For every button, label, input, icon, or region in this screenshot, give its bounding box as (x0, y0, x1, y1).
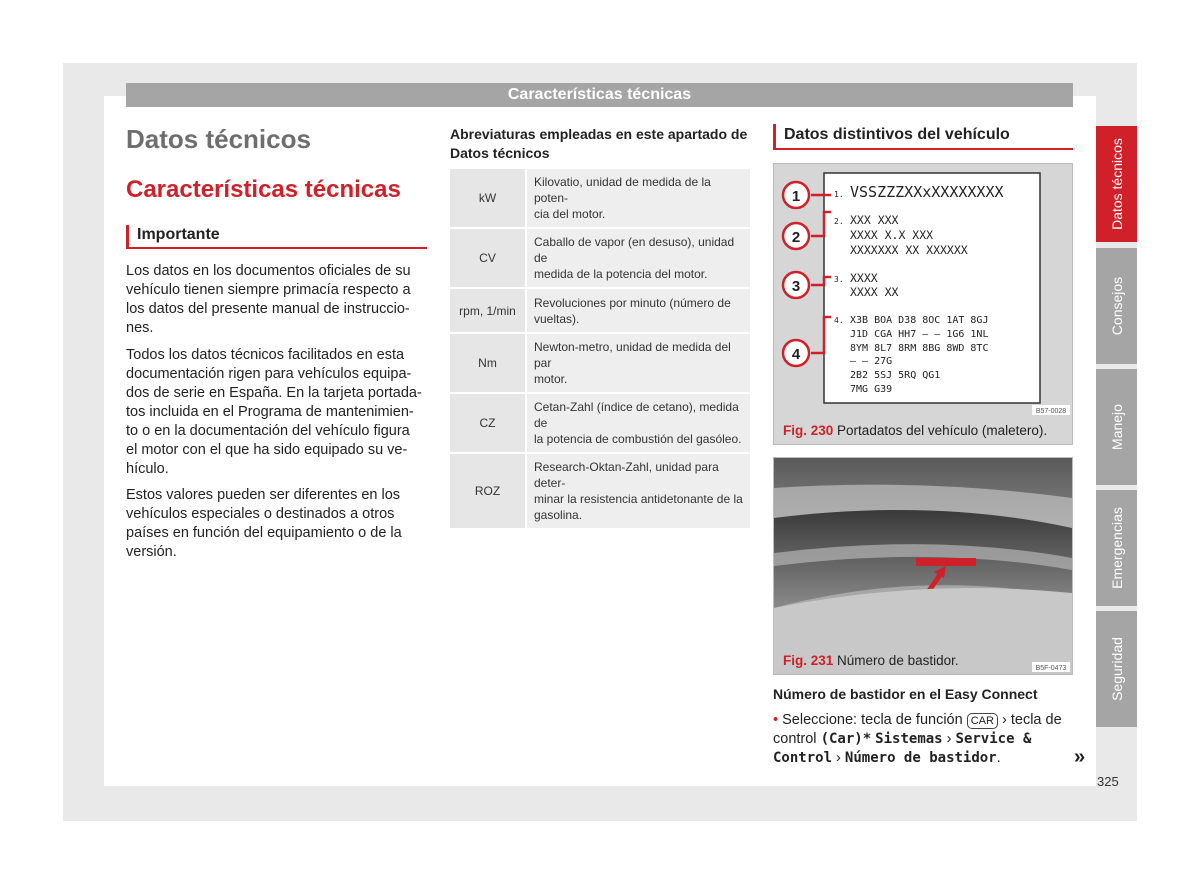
table-row (450, 288, 750, 333)
easy-connect-heading: Número de bastidor en el Easy Connect (773, 686, 1038, 702)
windshield-vin-illustration (774, 458, 1072, 674)
figure-label: Fig. 231 (783, 653, 834, 668)
table-row (450, 228, 750, 288)
table-row (450, 393, 750, 453)
menu-item-service: Service & (955, 731, 1032, 747)
important-heading (126, 225, 427, 249)
abbr-key: CV (450, 228, 526, 288)
abbreviations-title: Abreviaturas empleadas en este apartado de Datos técnicos (450, 126, 748, 161)
callout-1: 1 (791, 188, 801, 205)
abbr-desc: Research-Oktan-Zahl, unidad para deter- minar la resistencia antidetonante de la gasolina. (526, 453, 750, 529)
tab-manejo[interactable] (1096, 369, 1137, 485)
plate-line4f: 7MG G39 (850, 384, 893, 395)
paragraph-1: Los datos en los documentos oficiales de su vehículo tienen siempre primacía respecto a los datos del presente manual de instruccio- nes. (126, 263, 411, 336)
easy-connect-instruction (773, 711, 1073, 768)
figure-230 (773, 163, 1073, 445)
plate-line3a: XXXX (850, 271, 878, 285)
data-plate-illustration (774, 164, 1072, 417)
abbreviations-table (450, 169, 750, 530)
table-row (450, 453, 750, 529)
abbr-key: Nm (450, 333, 526, 393)
separator-icon: › (836, 750, 841, 766)
menu-item-sistemas: Sistemas (875, 731, 943, 747)
figure-231-caption (783, 653, 959, 668)
abbr-key: rpm, 1/min (450, 288, 526, 333)
figure-code: B57-0028 (1035, 408, 1067, 415)
plate-line2b: XXXX X.X XXX (850, 228, 934, 242)
tab-label: Seguridad (1108, 637, 1125, 701)
plate-line2c: XXXXXXX XX XXXXXX (850, 243, 968, 257)
tab-seguridad[interactable] (1096, 611, 1137, 727)
period: . (996, 750, 1001, 766)
plate-line4d: – – 27G (850, 356, 893, 367)
page-number: 325 (1097, 774, 1119, 789)
figure-caption-text: Portadatos del vehículo (maletero). (837, 423, 1048, 438)
section-header-bar: Características técnicas (126, 83, 1073, 107)
menu-item-control: Control (773, 750, 833, 766)
plate-line4b: J1D CGA HH7 – – 1G6 1NL (850, 329, 989, 340)
table-row (450, 169, 750, 228)
car-key-icon: CAR (967, 713, 998, 729)
figure-caption-text: Número de bastidor. (837, 653, 959, 668)
plate-line4c: 8YM 8L7 8RM 8BG 8WD 8TC (850, 343, 989, 354)
plate-line2a: XXX XXX (850, 213, 899, 227)
instruction-text: tecla de control (773, 712, 1062, 747)
bullet-icon: • (773, 712, 779, 728)
abbr-key: ROZ (450, 453, 526, 529)
section-subtitle: Características técnicas (126, 176, 401, 203)
page-title: Datos técnicos (126, 124, 311, 154)
tab-datos-tecnicos[interactable] (1096, 126, 1137, 242)
paragraph-3: Estos valores pueden ser diferentes en los vehículos especiales o destinados a otros países en función del equipamiento o de la versión. (126, 487, 402, 560)
tab-consejos[interactable] (1096, 248, 1137, 364)
plate-line1: VSSZZZXXxXXXXXXXX (850, 183, 1004, 201)
paragraph-2: Todos los datos técnicos facilitados en esta documentación rigen para vehículos equipa- dos de serie en España. En la tarjeta portada- tos incluida en el Programa de mantenimien- to o en la documentación del vehículo figura el motor con el que ha sido equipado su ve- hículo. (126, 347, 422, 477)
plate-line1-prefix: 1. (834, 190, 844, 199)
plate-line2-prefix: 2. (834, 217, 844, 226)
callout-3: 3 (791, 278, 801, 295)
figure-230-caption (783, 423, 1047, 438)
plate-line4e: 2B2 5SJ 5RQ QG1 (850, 370, 941, 381)
separator-icon: › (1001, 712, 1007, 728)
continue-icon: » (1074, 746, 1086, 768)
tab-emergencias[interactable] (1096, 490, 1137, 606)
callout-4: 4 (791, 346, 801, 363)
tab-label: Manejo (1108, 404, 1125, 450)
plate-line4-prefix: 4. (834, 316, 844, 325)
menu-item-car: (Car)* (820, 731, 872, 747)
important-heading-label: Importante (137, 226, 220, 243)
abbr-desc: Cetan-Zahl (índice de cetano), medida de la potencia de combustión del gasóleo. (526, 393, 750, 453)
plate-line3-prefix: 3. (834, 275, 844, 284)
tab-label: Datos técnicos (1108, 138, 1125, 230)
instruction-text: Seleccione: tecla de función (782, 712, 963, 728)
plate-line4a: X3B BOA D38 8OC 1AT 8GJ (850, 315, 989, 326)
abbr-key: kW (450, 169, 526, 228)
abbr-desc: Kilovatio, unidad de medida de la poten- cia del motor. (526, 169, 750, 228)
abbr-key: CZ (450, 393, 526, 453)
figure-231 (773, 457, 1073, 675)
abbr-desc: Newton-metro, unidad de medida del par motor. (526, 333, 750, 393)
figure-code: B5F-0473 (1035, 665, 1067, 672)
vehicle-data-heading (773, 124, 1073, 150)
callout-2: 2 (791, 229, 801, 246)
table-row (450, 333, 750, 393)
tab-label: Emergencias (1108, 507, 1125, 589)
tab-label: Consejos (1108, 276, 1125, 336)
menu-item-numero-bastidor: Número de bastidor (844, 750, 997, 766)
abbr-desc: Caballo de vapor (en desuso), unidad de medida de la potencia del motor. (526, 228, 750, 288)
plate-line3b: XXXX XX (850, 285, 899, 299)
figure-label: Fig. 230 (783, 423, 834, 438)
vehicle-data-heading-label: Datos distintivos del vehículo (784, 126, 1010, 143)
separator-icon: › (946, 731, 952, 747)
abbr-desc: Revoluciones por minuto (número de vueltas). (526, 288, 750, 333)
